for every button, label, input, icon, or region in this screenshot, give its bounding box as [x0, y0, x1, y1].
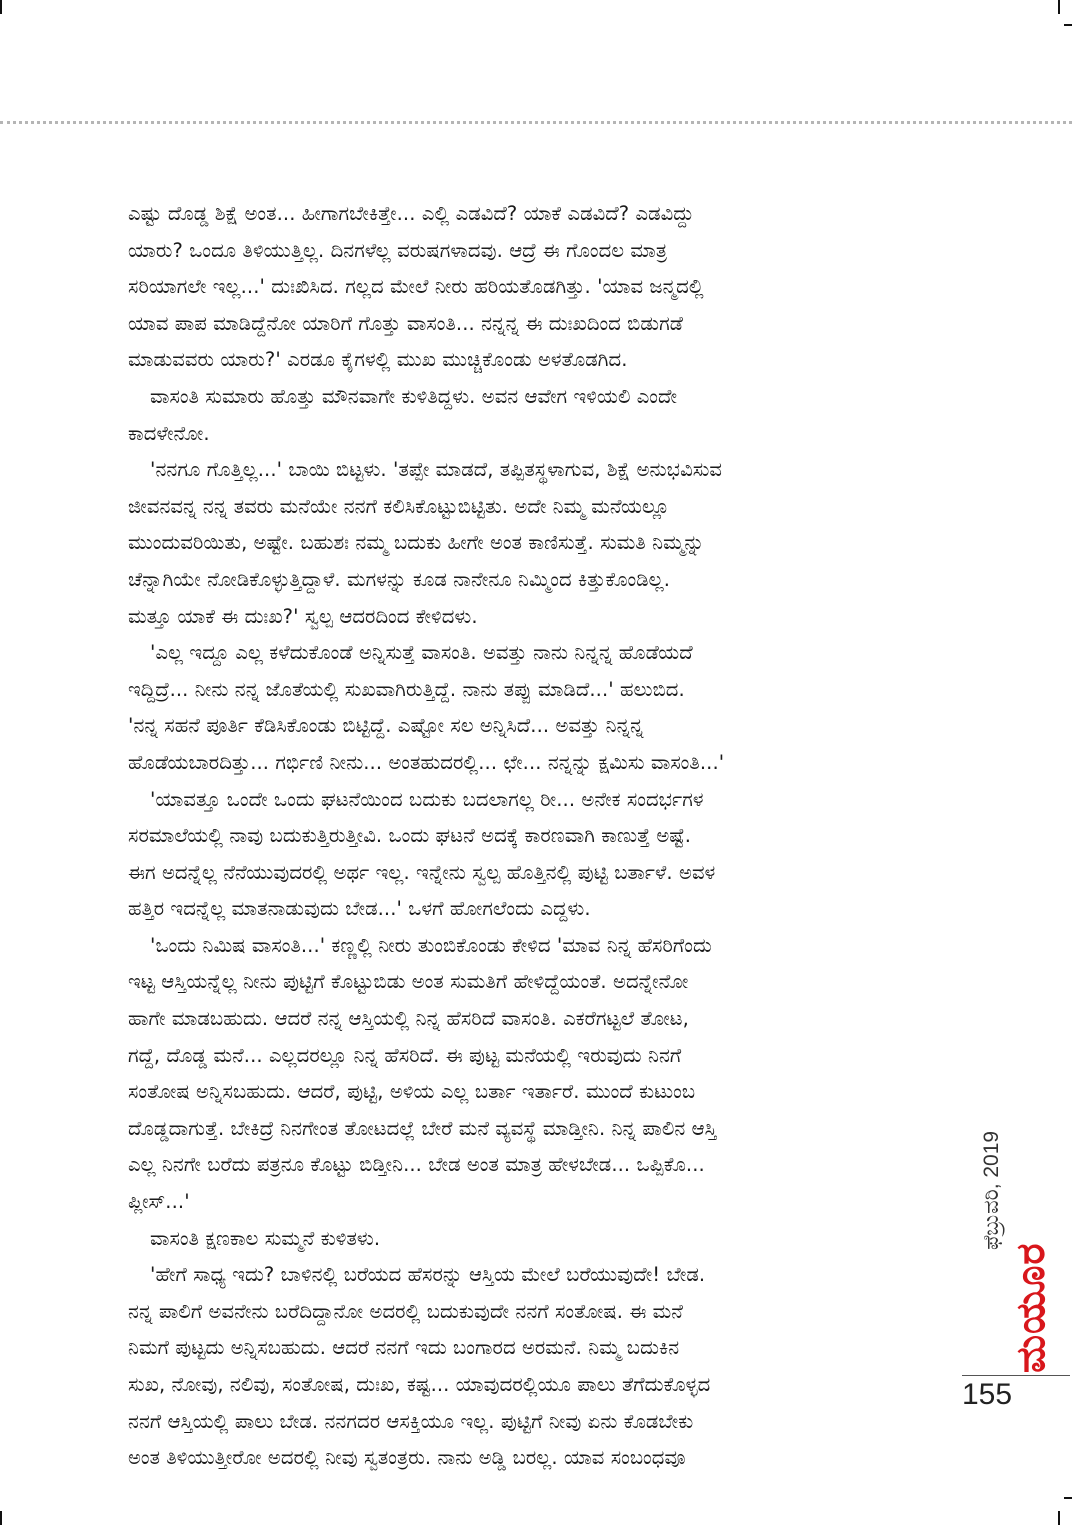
text-line: ಇದ್ದಿದ್ರೆ... ನೀನು ನನ್ನ ಜೊತೆಯಲ್ಲಿ ಸುಖವಾಗಿರುತ್ತಿದ್ದೆ. ನಾನು ತಪ್ಪು ಮಾಡಿದೆ...' ಹಲುಬಿದ.	[128, 677, 685, 701]
text-line: ಗದ್ದೆ, ದೊಡ್ಡ ಮನೆ... ಎಲ್ಲದರಲ್ಲೂ ನಿನ್ನ ಹೆಸರಿದೆ. ಈ ಪುಟ್ಟ ಮನೆಯಲ್ಲಿ ಇರುವುದು ನಿನಗೆ	[128, 1043, 682, 1067]
text-line: ಯಾರು? ಒಂದೂ ತಿಳಿಯುತ್ತಿಲ್ಲ. ದಿನಗಳೆಲ್ಲ ವರುಷಗಳಾದವು. ಆದ್ರೆ ಈ ಗೊಂದಲ ಮಾತ್ರ	[128, 238, 668, 262]
text-line: ಎಲ್ಲ ನಿನಗೇ ಬರೆದು ಪತ್ರನೂ ಕೊಟ್ಟು ಬಿಡ್ತೀನಿ... ಬೇಡ ಅಂತ ಮಾತ್ರ ಹೇಳಬೇಡ... ಒಪ್ಪಿಕೊ...	[128, 1153, 705, 1177]
story-body	[128, 196, 908, 1477]
issue-date: ಫೆಬ್ರುವರಿ, 2019	[980, 1130, 1003, 1250]
text-line: ಹತ್ತಿರ ಇದನ್ನೆಲ್ಲ ಮಾತನಾಡುವುದು ಬೇಡ...' ಒಳಗೆ ಹೋಗಲೆಂದು ಎದ್ದಳು.	[128, 897, 591, 921]
crop-mark-top-right-dash	[1064, 24, 1072, 26]
text-line: ಸಂತೋಷ ಅನ್ನಿಸಬಹುದು. ಆದರೆ, ಪುಟ್ಟಿ, ಅಳಿಯ ಎಲ್ಲ ಬರ್ತಾ ಇರ್ತಾರೆ. ಮುಂದೆ ಕುಟುಂಬ	[128, 1080, 696, 1104]
text-line: ನನ್ನ ಪಾಲಿಗೆ ಅವನೇನು ಬರೆದಿದ್ದಾನೋ ಅದರಲ್ಲಿ ಬದುಕುವುದೇ ನನಗೆ ಸಂತೋಷ. ಈ ಮನೆ	[128, 1299, 684, 1323]
text-line: 'ನನಗೂ ಗೊತ್ತಿಲ್ಲ...' ಬಾಯಿ ಬಿಟ್ಟಳು. 'ತಪ್ಪೇ ಮಾಡದೆ, ತಪ್ಪಿತಸ್ಥಳಾಗುವ, ಶಿಕ್ಷೆ ಅನುಭವಿಸುವ	[150, 458, 723, 482]
text-line: ಜೀವನವನ್ನ ನನ್ನ ತವರು ಮನೆಯೇ ನನಗೆ ಕಲಿಸಿಕೊಟ್ಟುಬಿಟ್ಟಿತು. ಅದೇ ನಿಮ್ಮ ಮನೆಯಲ್ಲೂ	[128, 494, 670, 518]
text-line: ಹೊಡೆಯಬಾರದಿತ್ತು... ಗರ್ಭಿಣಿ ನೀನು... ಅಂತಹುದರಲ್ಲಿ... ಛೇ... ನನ್ನನ್ನು ಕ್ಷಮಿಸು ವಾಸಂತಿ...'	[128, 750, 725, 774]
text-line: ಹಾಗೇ ಮಾಡಬಹುದು. ಆದರೆ ನನ್ನ ಆಸ್ತಿಯಲ್ಲಿ ನಿನ್ನ ಹೆಸರಿದೆ ವಾಸಂತಿ. ಎಕರೆಗಟ್ಟಲೆ ತೋಟ,	[128, 1007, 689, 1031]
text-line: 'ಹೇಗೆ ಸಾಧ್ಯ ಇದು? ಬಾಳಿನಲ್ಲಿ ಬರೆಯದ ಹೆಸರನ್ನು ಆಸ್ತಿಯ ಮೇಲೆ ಬರೆಯುವುದೇ! ಬೇಡ.	[150, 1263, 706, 1287]
text-line: ಮಾಡುವವರು ಯಾರು?' ಎರಡೂ ಕೈಗಳಲ್ಲಿ ಮುಖ ಮುಚ್ಚಿಕೊಂಡು ಅಳತೊಡಗಿದ.	[128, 348, 628, 372]
text-line: ಇಟ್ಟ ಆಸ್ತಿಯನ್ನೆಲ್ಲ ನೀನು ಪುಟ್ಟಿಗೆ ಕೊಟ್ಟುಬಿಡು ಅಂತ ಸುಮತಿಗೆ ಹೇಳಿದ್ದೆಯಂತೆ. ಅದನ್ನೇನೋ	[128, 970, 689, 994]
text-line: ನಿಮಗೆ ಪುಟ್ಟದು ಅನ್ನಿಸಬಹುದು. ಆದರೆ ನನಗೆ ಇದು ಬಂಗಾರದ ಅರಮನೆ. ನಿಮ್ಮ ಬದುಕಿನ	[128, 1336, 680, 1360]
text-line: ಮುಂದುವರಿಯಿತು, ಅಷ್ಟೇ. ಬಹುಶಃ ನಮ್ಮ ಬದುಕು ಹೀಗೇ ಅಂತ ಕಾಣಿಸುತ್ತೆ. ಸುಮತಿ ನಿಮ್ಮನ್ನು	[128, 531, 705, 555]
text-line: 'ನನ್ನ ಸಹನೆ ಪೂರ್ತಿ ಕೆಡಿಸಿಕೊಂಡು ಬಿಟ್ಟಿದ್ದೆ. ಎಷ್ಟೋ ಸಲ ಅನ್ನಿಸಿದೆ... ಅವತ್ತು ನಿನ್ನನ್ನ	[128, 714, 644, 738]
dotted-header-rule	[0, 121, 1072, 124]
text-line: 'ಯಾವತ್ತೂ ಒಂದೇ ಒಂದು ಘಟನೆಯಿಂದ ಬದುಕು ಬದಲಾಗಲ್ಲ ರೀ... ಅನೇಕ ಸಂದರ್ಭಗಳ	[150, 787, 704, 811]
text-line: ಯಾವ ಪಾಪ ಮಾಡಿದ್ದೆನೋ ಯಾರಿಗೆ ಗೊತ್ತು ವಾಸಂತಿ... ನನ್ನನ್ನ ಈ ದುಃಖದಿಂದ ಬಿಡುಗಡೆ	[128, 311, 684, 335]
text-line: ಎಷ್ಟು ದೊಡ್ಡ ಶಿಕ್ಷೆ ಅಂತ... ಹೀಗಾಗಬೇಕಿತ್ತೇ... ಎಲ್ಲಿ ಎಡವಿದೆ? ಯಾಕೆ ಎಡವಿದೆ? ಎಡವಿದ್ದು	[128, 202, 694, 225]
text-line: ನನಗೆ ಆಸ್ತಿಯಲ್ಲಿ ಪಾಲು ಬೇಡ. ನನಗದರ ಆಸಕ್ತಿಯೂ ಇಲ್ಲ. ಪುಟ್ಟಿಗೆ ನೀವು ಏನು ಕೊಡಬೇಕು	[128, 1409, 694, 1433]
text-line: ಸರಮಾಲೆಯಲ್ಲಿ ನಾವು ಬದುಕುತ್ತಿರುತ್ತೀವಿ. ಒಂದು ಘಟನೆ ಅದಕ್ಕೆ ಕಾರಣವಾಗಿ ಕಾಣುತ್ತೆ ಅಷ್ಟೆ.	[128, 824, 692, 848]
text-line: ವಾಸಂತಿ ಕ್ಷಣಕಾಲ ಸುಮ್ಮನೆ ಕುಳಿತಳು.	[150, 1226, 381, 1250]
page-number-rule	[962, 1375, 1070, 1376]
text-line: ದೊಡ್ಡದಾಗುತ್ತೆ. ಬೇಕಿದ್ರೆ ನಿನಗೇಂತ ತೋಟದಲ್ಲೆ ಬೇರೆ ಮನೆ ವ್ಯವಸ್ಥೆ ಮಾಡ್ತೀನಿ. ನಿನ್ನ ಪಾಲಿನ ಆಸ್ತಿ	[128, 1116, 717, 1140]
crop-mark-top-right	[1058, 0, 1060, 14]
text-line: ಸರಿಯಾಗಲೇ ಇಲ್ಲ...' ದುಃಖಿಸಿದ. ಗಲ್ಲದ ಮೇಲೆ ನೀರು ಹರಿಯತೊಡಗಿತ್ತು. 'ಯಾವ ಜನ್ಮದಲ್ಲಿ	[128, 275, 704, 299]
text-line: ಈಗ ಅದನ್ನೆಲ್ಲ ನೆನೆಯುವುದರಲ್ಲಿ ಅರ್ಥ ಇಲ್ಲ. ಇನ್ನೇನು ಸ್ವಲ್ಪ ಹೊತ್ತಿನಲ್ಲಿ ಪುಟ್ಟಿ ಬರ್ತಾಳೆ. ಅವಳ	[128, 860, 716, 884]
page-number: 155	[962, 1378, 1013, 1411]
magazine-logo: ಮಯೂರ	[1008, 1242, 1054, 1373]
crop-mark-bottom-right	[1058, 1511, 1060, 1525]
text-line: 'ಒಂದು ನಿಮಿಷ ವಾಸಂತಿ...' ಕಣ್ಣಲ್ಲಿ ನೀರು ತುಂಬಿಕೊಂಡು ಕೇಳಿದ 'ಮಾವ ನಿನ್ನ ಹೆಸರಿಗೆಂದು	[150, 933, 712, 957]
crop-mark-bottom-right-dash	[1064, 1497, 1072, 1499]
text-line: ಪ್ಲೀಸ್...'	[128, 1190, 190, 1214]
text-line: ಅಂತ ತಿಳಿಯುತ್ತೀರೋ ಅದರಲ್ಲಿ ನೀವು ಸ್ವತಂತ್ರರು. ನಾನು ಅಡ್ಡಿ ಬರಲ್ಲ. ಯಾವ ಸಂಬಂಧವೂ	[128, 1446, 686, 1470]
crop-mark-top-left	[0, 0, 2, 14]
text-line: ವಾಸಂತಿ ಸುಮಾರು ಹೊತ್ತು ಮೌನವಾಗೇ ಕುಳಿತಿದ್ದಳು. ಅವನ ಆವೇಗ ಇಳಿಯಲಿ ಎಂದೇ	[150, 384, 678, 408]
crop-mark-bottom-left	[0, 1511, 2, 1525]
text-line: ಮತ್ತೂ ಯಾಕೆ ಈ ದುಃಖ?' ಸ್ವಲ್ಪ ಆದರದಿಂದ ಕೇಳಿದಳು.	[128, 604, 478, 628]
text-line: ಕಾದಳೇನೋ.	[128, 421, 210, 445]
text-line: ಸುಖ, ನೋವು, ನಲಿವು, ಸಂತೋಷ, ದುಃಖ, ಕಷ್ಟ... ಯಾವುದರಲ್ಲಿಯೂ ಪಾಲು ತೆಗೆದುಕೊಳ್ಳದ	[128, 1373, 711, 1396]
text-line: 'ಎಲ್ಲ ಇದ್ದೂ ಎಲ್ಲ ಕಳೆದುಕೊಂಡೆ ಅನ್ನಿಸುತ್ತೆ ವಾಸಂತಿ. ಅವತ್ತು ನಾನು ನಿನ್ನನ್ನ ಹೊಡೆಯದೆ	[150, 641, 693, 665]
text-line: ಚೆನ್ನಾಗಿಯೇ ನೋಡಿಕೊಳ್ಳುತ್ತಿದ್ದಾಳೆ. ಮಗಳನ್ನು ಕೂಡ ನಾನೇನೂ ನಿಮ್ಮಿಂದ ಕಿತ್ತುಕೊಂಡಿಲ್ಲ.	[128, 567, 670, 591]
